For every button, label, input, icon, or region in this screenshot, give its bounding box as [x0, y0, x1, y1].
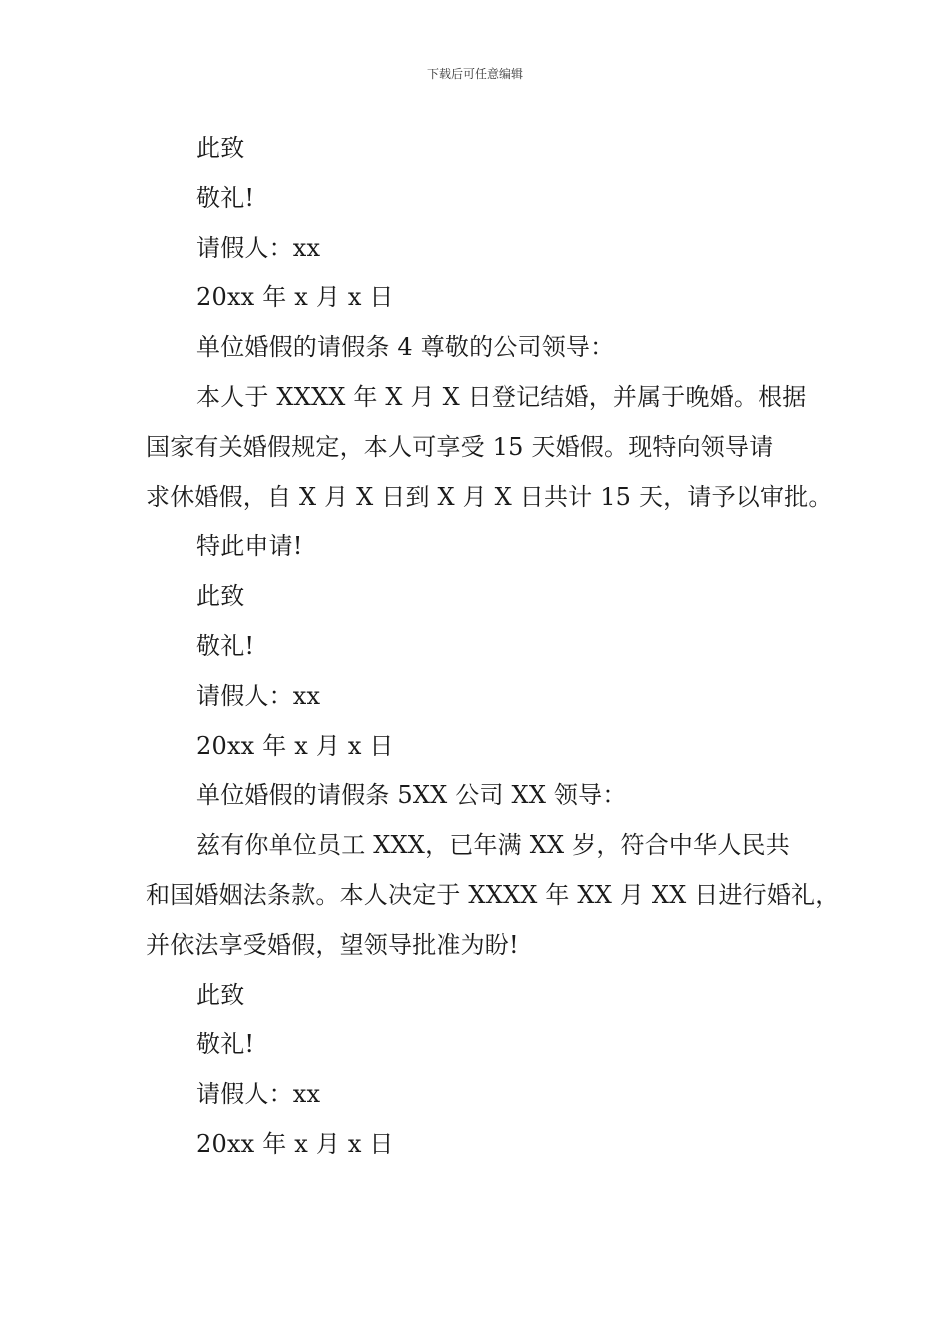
request-closing: 特此申请! — [196, 532, 303, 561]
applicant-line: 请假人：xx — [196, 1080, 321, 1109]
closing-salutation: 此致 — [196, 582, 245, 611]
document-body — [146, 124, 840, 1170]
applicant-line: 请假人：xx — [196, 681, 321, 710]
closing-respect: 敬礼! — [196, 631, 255, 660]
paragraph-line: 本人于 XXXX 年 X 月 X 日登记结婚，并属于晚婚。根据 — [196, 382, 807, 411]
applicant-line: 请假人：xx — [196, 233, 321, 262]
date-line: 20xx 年 x 月 x 日 — [196, 731, 394, 760]
closing-salutation: 此致 — [196, 980, 245, 1009]
closing-salutation: 此致 — [196, 134, 245, 162]
page-header: 下载后可任意编辑 — [426, 67, 523, 81]
section-title-4: 单位婚假的请假条 4 尊敬的公司领导： — [196, 333, 615, 362]
date-line: 20xx 年 x 月 x 日 — [196, 1129, 394, 1158]
paragraph-line: 并依法享受婚假，望领导批准为盼! — [146, 930, 519, 959]
date-line: 20xx 年 x 月 x 日 — [196, 283, 394, 312]
paragraph-line: 求休婚假，自 X 月 X 日到 X 月 X 日共计 15 天，请予以审批。 — [146, 482, 833, 511]
paragraph-line: 兹有你单位员工 XXX，已年满 XX 岁，符合中华人民共 — [196, 831, 790, 860]
paragraph-line: 国家有关婚假规定，本人可享受 15 天婚假。现特向领导请 — [146, 432, 774, 461]
closing-respect: 敬礼! — [196, 1030, 255, 1059]
paragraph-line: 和国婚姻法条款。本人决定于 XXXX 年 XX 月 XX 日进行婚礼， — [146, 880, 840, 909]
section-title-5: 单位婚假的请假条 5XX 公司 XX 领导： — [196, 781, 627, 810]
closing-respect: 敬礼! — [196, 183, 255, 212]
